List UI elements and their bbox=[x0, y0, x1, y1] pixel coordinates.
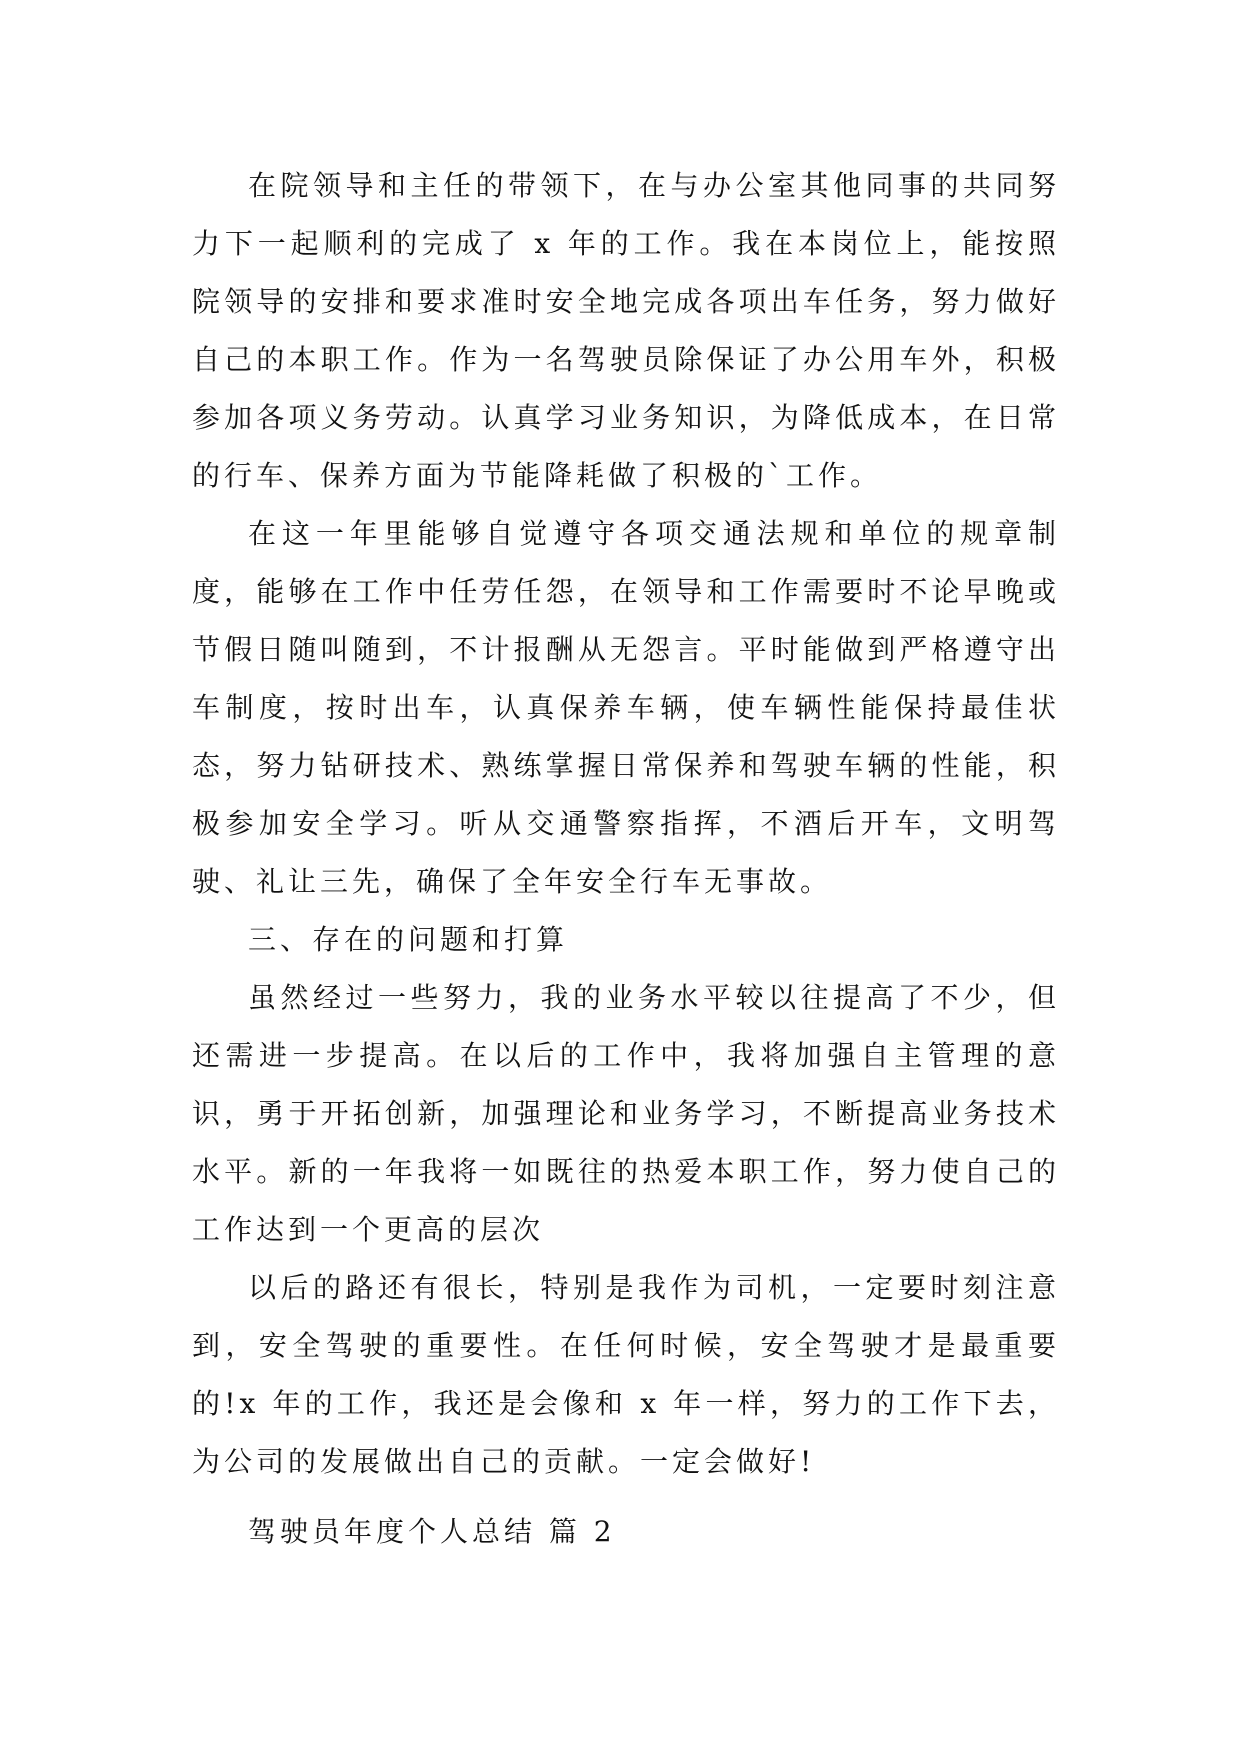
section-title-part-2: 驾驶员年度个人总结 篇 2 bbox=[248, 1515, 616, 1548]
paragraph-leadership-work: 在院领导和主任的带领下，在与办公室其他同事的共同努力下一起顺利的完成了 x 年的工作。我在本岗位上，能按照院领导的安排和要求准时安全地完成各项出车任务，努力做好自己的本职工作。作为一名驾驶员除保证了办公用车外，积极参加各项义务劳动。认真学习业务知识，为降低成本，在日常的行车、保养方面为节能降耗做了积极的`工作。 bbox=[192, 169, 1060, 492]
paragraph-safe-driving: 以后的路还有很长，特别是我作为司机，一定要时刻注意到，安全驾驶的重要性。在任何时候，安全驾驶才是最重要的!x 年的工作，我还是会像和 x 年一样，努力的工作下去，为公司的发展做出自己的贡献。一定会做好! bbox=[192, 1271, 1060, 1478]
section-heading-problems-plans: 三、存在的问题和打算 bbox=[248, 923, 569, 956]
document-body bbox=[192, 157, 1060, 1561]
paragraph-improvement: 虽然经过一些努力，我的业务水平较以往提高了不少，但还需进一步提高。在以后的工作中，我将加强自主管理的意识，勇于开拓创新，加强理论和业务学习，不断提高业务技术水平。新的一年我将一如既往的热爱本职工作，努力使自己的工作达到一个更高的层次 bbox=[192, 981, 1060, 1246]
paragraph-traffic-rules: 在这一年里能够自觉遵守各项交通法规和单位的规章制度，能够在工作中任劳任怨，在领导和工作需要时不论早晚或节假日随叫随到，不计报酬从无怨言。平时能做到严格遵守出车制度，按时出车，认真保养车辆，使车辆性能保持最佳状态，努力钻研技术、熟练掌握日常保养和驾驶车辆的性能，积极参加安全学习。听从交通警察指挥，不酒后开车，文明驾驶、礼让三先，确保了全年安全行车无事故。 bbox=[192, 517, 1060, 898]
